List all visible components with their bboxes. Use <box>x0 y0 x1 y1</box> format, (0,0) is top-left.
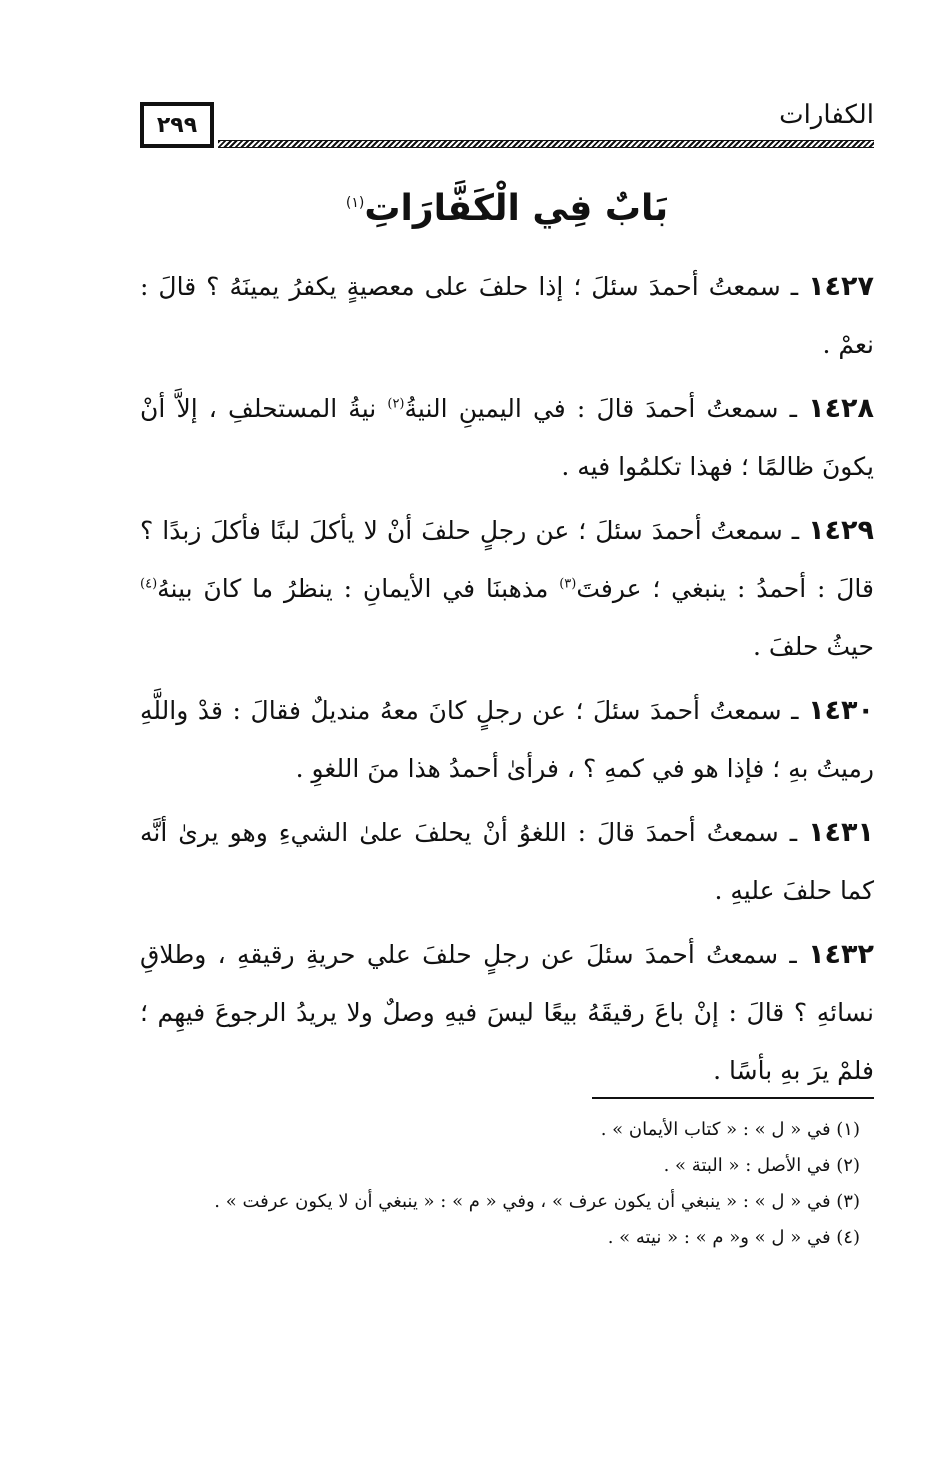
paragraph-number: ١٤٣٢ <box>808 939 874 970</box>
chapter-title-text: بَابٌ فِي الْكَفَّارَاتِ <box>364 188 669 229</box>
footnote-ref: (٢) <box>387 396 405 412</box>
paragraph-1427 <box>140 258 874 374</box>
paragraph-text: ـ سمعتُ أحمدَ قالَ : اللغوُ أنْ يحلفَ علىٰ الشيءِ وهو يرىٰ أنَّه كما حلفَ عليهِ . <box>140 818 874 905</box>
chapter-title <box>140 188 874 229</box>
footnote-3: (٣) في « ل » : « ينبغي أن يكون عرف » ، وفي « م » : « ينبغي أن لا يكون عرفت » . <box>214 1191 860 1212</box>
footnote-ref: (١) <box>345 195 365 211</box>
paragraph-1431 <box>140 804 874 920</box>
paragraph-text: ـ سمعتُ أحمدَ سئلَ عن رجلٍ حلفَ علي حريةِ رقيقهِ ، وطلاقِ نسائهِ ؟ قالَ : إنْ باعَ رقيقَهُ بيعًا ليسَ فيهِ وصلٌ ولا يريدُ الرجوعَ فيهِم ؛ فلمْ يرَ بهِ بأسًا . <box>140 940 874 1085</box>
paragraph-number: ١٤٣٠ <box>808 695 874 726</box>
paragraph-text: ـ سمعتُ أحمدَ سئلَ ؛ عن رجلٍ حلفَ أنْ لا يأكلَ لبنًا فأكلَ زبدًا ؟ قالَ : أحمدُ : ينبغي ؛ عرفتَ <box>140 516 874 603</box>
footnote-ref: (٤) <box>140 576 158 592</box>
page-number: ٢٩٩ <box>140 102 214 148</box>
paragraph-number: ١٤٢٧ <box>808 271 874 302</box>
paragraph-1432 <box>140 926 874 1100</box>
footnotes <box>140 1112 874 1256</box>
paragraph-text: حيثُ حلفَ . <box>753 632 874 661</box>
paragraph-1429 <box>140 502 874 676</box>
paragraph-number: ١٤٣١ <box>808 817 874 848</box>
paragraph-text: مذهبنَا في الأيمانِ : ينظرُ ما كانَ بينهُ <box>157 574 560 603</box>
footnote-1: (١) في « ل » : « كتاب الأيمان » . <box>600 1119 860 1140</box>
paragraph-number: ١٤٢٨ <box>808 393 875 424</box>
paragraph-text: ـ سمعتُ أحمدَ سئلَ ؛ عن رجلٍ كانَ معهُ منديلٌ فقالَ : قدْ واللَّهِ رميتُ بهِ ؛ فإذا هو في كمهِ ؟ ، فرأىٰ أحمدُ هذا منَ اللغوِ . <box>140 696 874 783</box>
paragraph-number: ١٤٢٩ <box>808 515 874 546</box>
footnote-4: (٤) في « ل » و« م » : « نيته » . <box>607 1227 860 1248</box>
footnote-ref: (٣) <box>559 576 577 592</box>
paragraph-1430 <box>140 682 874 798</box>
paragraph-1428 <box>140 380 874 496</box>
paragraph-text: ـ سمعتُ أحمدَ قالَ : في اليمينِ النيةُ <box>404 394 797 423</box>
running-title: الكفارات <box>779 100 874 130</box>
footnote-2: (٢) في الأصل : « البتة » . <box>663 1155 860 1176</box>
body-text <box>140 258 874 1106</box>
paragraph-text: نيةُ المستحلفِ ، إلاَّ أنْ يكونَ ظالمًا ؛ فهذا تكلمُوا فيه . <box>140 394 874 481</box>
page-header <box>140 96 874 152</box>
paragraph-text: ـ سمعتُ أحمدَ سئلَ ؛ إذا حلفَ على معصيةٍ يكفرُ يمينَهُ ؟ قالَ : نعمْ . <box>140 272 874 359</box>
footnote-rule <box>592 1097 874 1099</box>
header-rule <box>218 140 874 148</box>
